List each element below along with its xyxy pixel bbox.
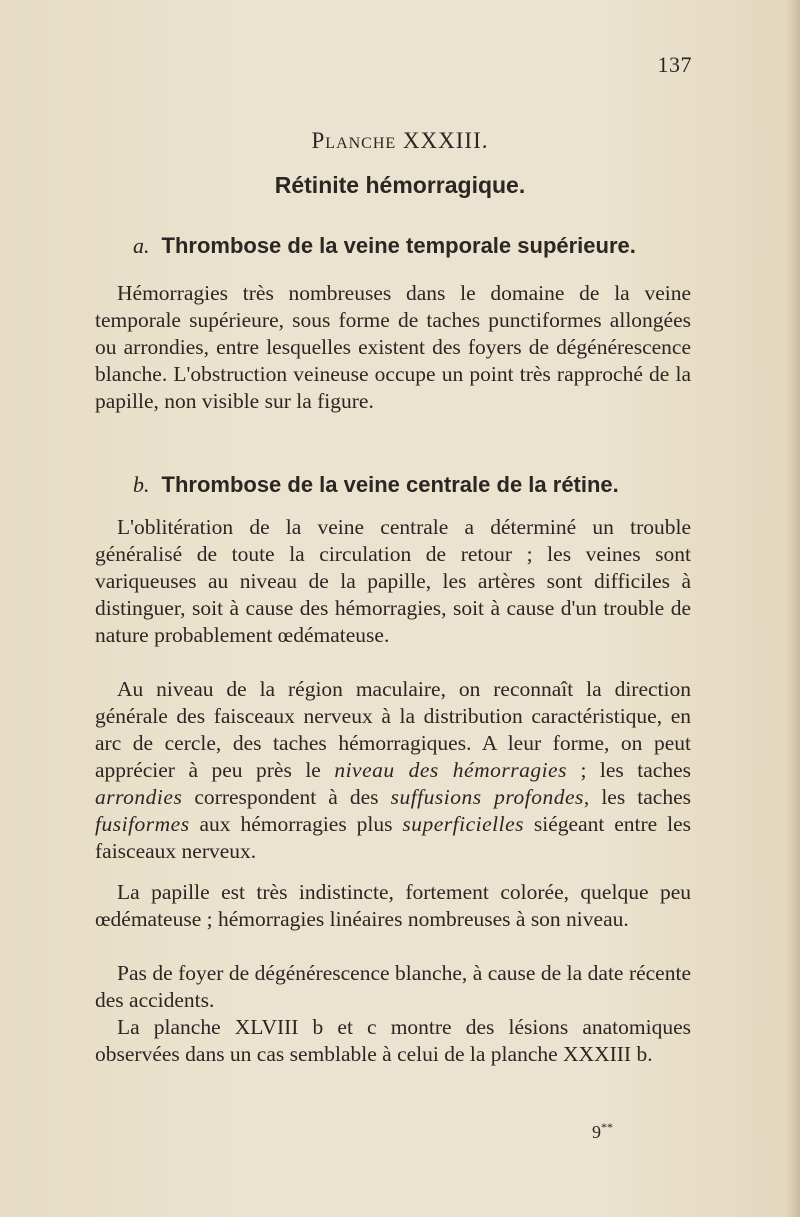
section-b-paragraph-1: L'oblitération de la veine centrale a déterminé un trouble généralisé de toute la circulation de retour ; les veines sont variqueuses au niveau de la papille, les artères sont difficiles à distinguer, soit à cause des hémorragies, soit à cause d'un trouble de nature probablement œdémateuse. (95, 515, 691, 647)
p2-italic-2: arrondies (95, 785, 183, 809)
section-a-letter: a. (133, 233, 150, 258)
chapter-title: Rétinite hémorragique. (274, 172, 526, 198)
p2-italic-5: superficielles (402, 812, 524, 836)
p2-text-2: ; les taches (566, 758, 692, 782)
signature-number: 9 (592, 1122, 601, 1142)
p2-text-1: Au niveau de la région maculaire, on reconnaît la direction générale des faisceaux nerveux à la distribution caractéristique, en arc de cercle, des taches hémorragiques. A leur forme, on peut apprécier à peu près le (95, 677, 691, 782)
p2-italic-1: niveau des hémorragies (334, 758, 567, 782)
section-b-paragraph-3: La papille est très indistincte, fortement colorée, quelque peu œdémateuse ; hémorragies linéaires nombreuses à son niveau. (95, 880, 691, 931)
section-b-paragraph-2 (95, 676, 691, 865)
section-b-heading (133, 472, 619, 498)
p2-italic-4: fusiformes (95, 812, 190, 836)
signature-mark (592, 1120, 613, 1143)
signature-stars: ** (601, 1120, 613, 1134)
section-b-heading-text: Thrombose de la veine centrale de la rétine. (161, 472, 619, 497)
p2-text-4: , les taches (583, 785, 691, 809)
section-b-paragraph-5: La planche XLVIII b et c montre des lésions anatomiques observées dans un cas semblable à celui de la planche XXXIII b. (95, 1015, 691, 1066)
plate-title: Planche XXXIII. (311, 128, 489, 153)
section-a-heading-text: Thrombose de la veine temporale supérieure. (161, 233, 636, 258)
section-b-paragraph-4: Pas de foyer de dégénérescence blanche, à cause de la date récente des accidents. (95, 961, 691, 1012)
page-number: 137 (657, 52, 692, 77)
p2-text-6: siégeant entre les faisceaux nerveux. (95, 812, 691, 863)
section-b-letter: b. (133, 472, 150, 497)
p2-italic-3: suffusions profondes (390, 785, 584, 809)
section-a-heading (133, 233, 636, 259)
p2-text-3: correspondent à des (182, 785, 391, 809)
p2-text-5: aux hémorragies plus (189, 812, 403, 836)
section-a-paragraph: Hémorragies très nombreuses dans le domaine de la veine temporale supérieure, sous forme de taches punctiformes allongées ou arrondies, entre lesquelles existent des foyers de dégénérescence blanche. L'obstruction veineuse occupe un point très rapproché de la papille, non visible sur la figure. (95, 281, 691, 413)
